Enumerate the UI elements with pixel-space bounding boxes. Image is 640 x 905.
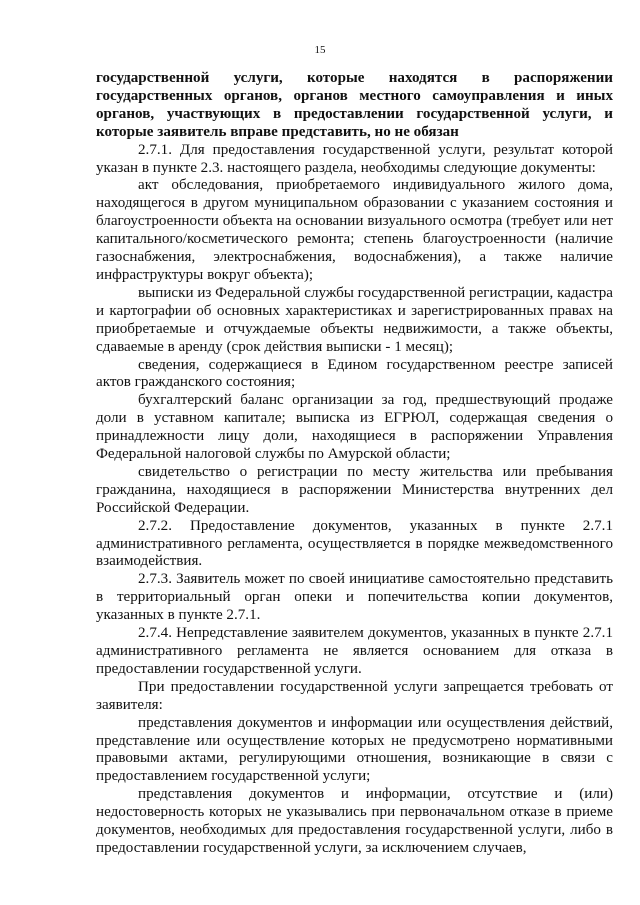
page-number: 15 bbox=[314, 44, 326, 56]
paragraph: При предоставлении государственной услуги запрещается требовать от заявителя: bbox=[96, 678, 613, 713]
paragraph: свидетельство о регистрации по месту жительства или пребывания гражданина, находящиеся в распоряжении Министерства внутренних дел Российской Федерации. bbox=[96, 463, 613, 516]
paragraph: бухгалтерский баланс организации за год, предшествующий продаже доли в уставном капитале; выписка из ЕГРЮЛ, содержащая сведения о принадлежности лицу доли, находящиеся в распоряжении Управления Федеральной налоговой службы по Амурской области; bbox=[96, 392, 613, 463]
paragraph: сведения, содержащиеся в Едином государственном реестре записей актов гражданского состояния; bbox=[96, 356, 613, 391]
paragraph: выписки из Федеральной службы государственной регистрации, кадастра и картографии об основных характеристиках и зарегистрированных правах на приобретаемые и отчуждаемые объекты недвижимости, а также объекты, сдаваемые в аренду (срок действия выписки - 1 месяц); bbox=[96, 284, 613, 355]
paragraph: 2.7.4. Непредставление заявителем документов, указанных в пункте 2.7.1 административного регламента не является основанием для отказа в предоставлении государственной услуги. bbox=[96, 625, 613, 677]
section-heading: государственной услуги, которые находятся в распоряжении государственных органов, органов местного самоуправления и иных органов, участвующих в предоставлении государственной услуги, и которые заявитель вправе представить, но не обязан bbox=[96, 70, 613, 140]
paragraph: акт обследования, приобретаемого индивидуального жилого дома, находящегося в другом муниципальном образовании с указанием состояния и благоустроенности объекта на основании визуального осмотра (требует или нет капитального/косметического ремонта; степень благоустроенности (наличие газоснабжения, электроснабжения, водоснабжения), а также наличие инфраструктуры вокруг объекта); bbox=[96, 177, 613, 283]
paragraph: представления документов и информации, отсутствие и (или) недостоверность которых не указывались при первоначальном отказе в приеме документов, необходимых для предоставления государственной услуги, либо в предоставлении государственной услуги, за исключением случаев, bbox=[96, 786, 613, 856]
paragraph: 2.7.3. Заявитель может по своей инициативе самостоятельно представить в территориальный орган опеки и попечительства копии документов, указанных в пункте 2.7.1. bbox=[96, 571, 613, 624]
paragraph: 2.7.1. Для предоставления государственной услуги, результат которой указан в пункте 2.3. настоящего раздела, необходимы следующие документы: bbox=[96, 141, 613, 176]
paragraph: 2.7.2. Предоставление документов, указанных в пункте 2.7.1 административного регламента, осуществляется в порядке межведомственного взаимодействия. bbox=[96, 517, 613, 570]
paragraph: представления документов и информации или осуществления действий, представление или осуществление которых не предусмотрено нормативными правовыми актами, регулирующими отношения, возникающие в связи с предоставлением государственной услуги; bbox=[96, 714, 613, 785]
document-body bbox=[96, 70, 613, 858]
